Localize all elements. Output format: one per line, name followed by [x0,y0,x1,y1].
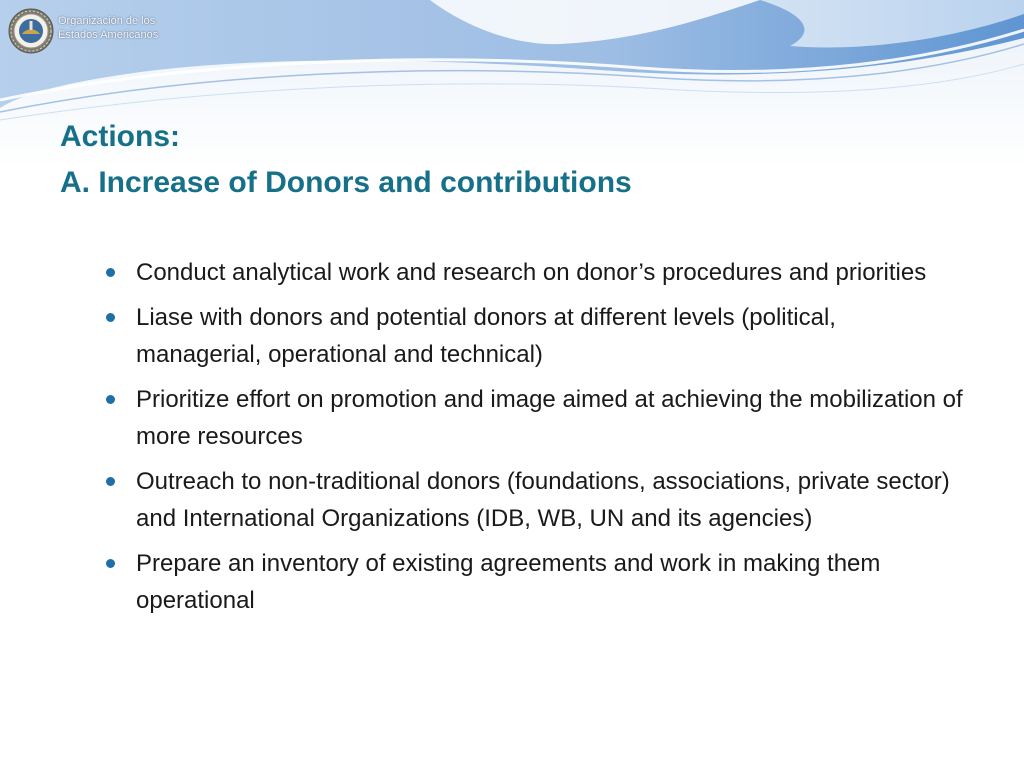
bullet-text: Outreach to non-traditional donors (foundations, associations, private sector) and International Organizations (IDB, WB, UN and its agencies) [136,468,950,532]
bullet-list [104,254,964,627]
slide-title-line2: A. Increase of Donors and contributions [60,166,632,199]
bullet-item [104,254,964,291]
organization-name [58,14,188,42]
round-bullet-icon [106,559,115,568]
organization-name-line2: Estados Americanos [58,29,159,41]
round-bullet-icon [106,395,115,404]
round-bullet-icon [106,477,115,486]
round-bullet-icon [106,268,115,277]
slide-title-line1: Actions: [60,120,180,153]
bullet-item [104,463,964,537]
round-bullet-icon [106,313,115,322]
oas-seal-icon [8,8,54,54]
bullet-item [104,299,964,373]
bullet-item [104,545,964,619]
bullet-text: Prioritize effort on promotion and image aimed at achieving the mobilization of more resources [136,386,963,450]
bullet-text: Prepare an inventory of existing agreements and work in making them operational [136,550,881,614]
organization-name-line1: Organización de los [58,15,156,27]
bullet-item [104,381,964,455]
bullet-text: Conduct analytical work and research on donor’s procedures and priorities [136,259,927,286]
bullet-text: Liase with donors and potential donors at different levels (political, managerial, operational and technical) [136,304,836,368]
slide-title [60,114,960,206]
